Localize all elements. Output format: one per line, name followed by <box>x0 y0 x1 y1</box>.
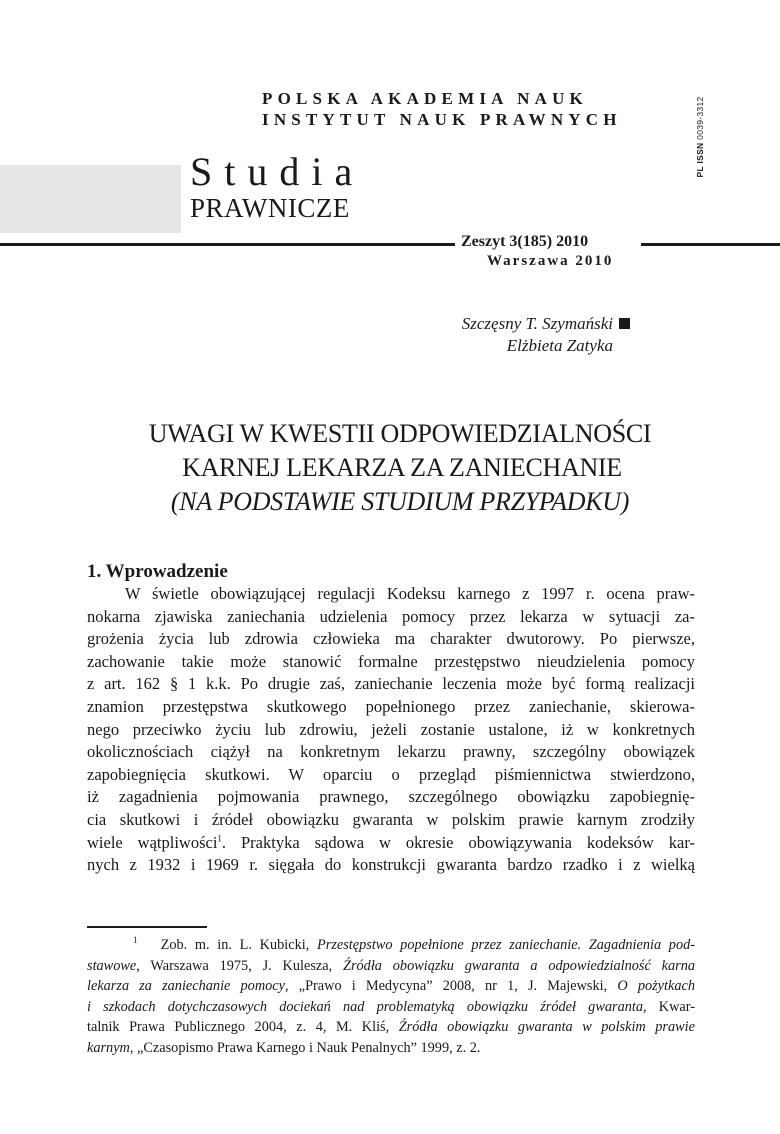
header-rule-right <box>641 243 780 246</box>
header-rule-left <box>0 243 455 246</box>
body-line: z art. 162 § 1 k.k. Po drugie zaś, zaniechanie leczenia może być formą realizacji <box>87 674 695 694</box>
body-line <box>87 832 695 855</box>
issn-number: 0039-3312 <box>695 96 705 140</box>
body-line: nokarna zjawiska zaniechania udzielenia pomocy przez lekarza w sytuacji za- <box>87 606 695 626</box>
fn-text: , „Prawo i Medycyna” 2008, nr 1, J. Majewski, <box>285 978 618 994</box>
fn-text: , Kwar- <box>642 998 695 1015</box>
footnote-line <box>87 935 695 956</box>
body-line: nych z 1932 i 1969 r. sięgała do konstrukcji gwaranta bardzo rzadko i z wielką <box>87 855 695 875</box>
body-line: okolicznościach ciążył na konkretnym lekarzu prawny, szczególny obowiązek <box>87 742 695 762</box>
issue-number: Zeszyt 3(185) 2010 <box>461 233 589 250</box>
body-line: W świetle obowiązującej regulacji Kodeksu karnego z 1997 r. ocena praw- <box>125 584 695 603</box>
body-text <box>87 583 695 877</box>
journal-title: Studia <box>190 149 365 194</box>
body-line: nego przeciwko życiu lub zdrowiu, jeżeli zostanie ustalone, iż w konkretnych <box>87 719 695 739</box>
fn-title: lekarza za zaniechanie pomocy <box>87 978 285 994</box>
body-line: znamion przestępstwa skutkowego popełnionego przez zaniechanie, skierowa- <box>87 696 695 716</box>
footnote-separator <box>87 926 207 928</box>
article-title-line-2: KARNEJ LEKARZA ZA ZANIECHANIE <box>182 453 622 482</box>
body-line: iż zagadnienia pojmowania prawnego, szczególnego obowiązku zapobiegnię- <box>87 787 695 807</box>
square-bullet-icon <box>619 318 630 329</box>
footnote-line <box>87 997 695 1018</box>
footnote-line <box>87 1038 695 1059</box>
article-title-line-3: (NA PODSTAWIE STUDIUM PRZYPADKU) <box>170 487 630 516</box>
body-line: grożenia życia lub zdrowia człowieka ma charakter dwutorowy. Po pierwsze, <box>87 629 695 649</box>
fn-title: Przestępstwo popełnione przez zaniechanie. Zagadnienia pod- <box>317 937 696 953</box>
institution-line-1: POLSKA AKADEMIA NAUK <box>262 89 588 108</box>
fn-title: stawowe <box>87 957 137 974</box>
footnote <box>87 935 695 1058</box>
article-title <box>60 417 740 519</box>
journal-gray-block <box>0 165 181 233</box>
author-1: Szczęsny T. Szymański <box>461 314 613 333</box>
footnote-line <box>87 1017 695 1038</box>
footnote-number: 1 <box>133 935 138 946</box>
fn-title: karnym <box>87 1039 130 1056</box>
author-2: Elżbieta Zatyka <box>506 336 613 355</box>
fn-text: , „Czasopismo Prawa Karnego i Nauk Penalnych” 1999, z. 2. <box>129 1039 481 1056</box>
body-line-part: . Praktyka sądowa w okresie obowiązywania kodeksów kar- <box>221 832 696 852</box>
fn-text: , Warszawa 1975, J. Kulesza, <box>136 957 344 974</box>
fn-title: i szkodach dotychczasowych dociekań nad problematyką obowiązku źródeł gwaranta <box>87 998 643 1015</box>
place-year: Warszawa 2010 <box>487 253 614 269</box>
author-block <box>462 313 630 357</box>
body-line-part: wiele wątpliwości <box>87 832 218 852</box>
body-line: zapobiegnięcia skutkowi. W oparciu o przegląd piśmiennictwa stwierdzono, <box>87 764 695 784</box>
issn-label <box>690 92 710 182</box>
fn-title: Źródła obowiązku gwaranta w polskim prawie <box>398 1019 695 1035</box>
footnote-line <box>87 976 695 997</box>
body-line: cia skutkowi i źródeł obowiązku gwaranta w polskim prawie karnym zrodziły <box>87 809 695 829</box>
footnote-reference[interactable]: 1 <box>217 833 222 844</box>
fn-text: Zob. m. in. L. Kubicki, <box>160 937 318 953</box>
institution-line-2: INSTYTUT NAUK PRAWNYCH <box>262 110 622 129</box>
fn-title: O pożytkach <box>617 978 695 994</box>
footnote-line <box>87 956 695 977</box>
article-title-line-1: UWAGI W KWESTII ODPOWIEDZIALNOŚCI <box>148 419 652 448</box>
body-line: zachowanie takie może stanowić formalne przestępstwo nieudzielenia pomocy <box>87 651 695 671</box>
fn-title: Źródła obowiązku gwaranta a odpowiedzialność karna <box>343 957 695 974</box>
issn-prefix: PL ISSN <box>695 142 705 178</box>
section-heading: 1. Wprowadzenie <box>87 561 228 582</box>
journal-subtitle: PRAWNICZE <box>190 193 350 223</box>
fn-text: talnik Prawa Publicznego 2004, z. 4, M. Kliś, <box>87 1019 399 1035</box>
